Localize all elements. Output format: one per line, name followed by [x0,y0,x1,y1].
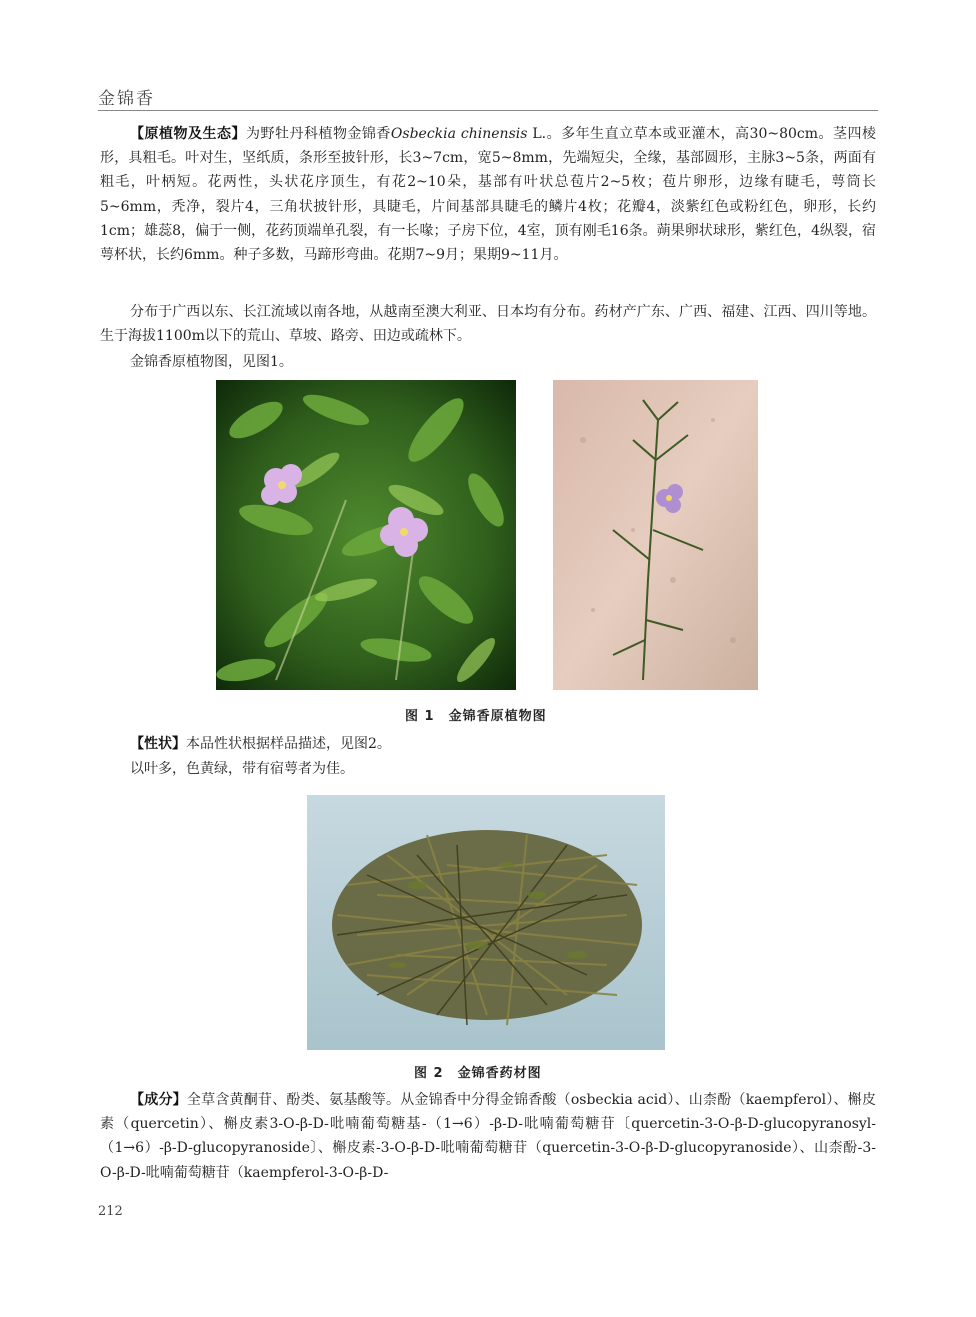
running-head: 金锦香 [98,89,155,109]
fig1-reference-text: 金锦香原植物图，见图1。 [130,354,293,370]
plant-photo-left [216,380,516,690]
constituents-label: 【成分】 [130,1092,187,1108]
plant-photo-right [553,380,758,690]
scientific-name: Osbeckia chinensis [390,126,528,142]
header-rule [98,110,878,111]
herb-photo-image [307,795,665,1050]
ecology-text-before: 为野牡丹科植物金锦香 [245,126,391,142]
page-number: 212 [98,1204,123,1219]
distribution-text: 分布于广西以东、长江流域以南各地，从越南至澳大利亚、日本均有分布。药材产广东、广西、福建、江西、四川等地。生于海拔1100m以下的荒山、草坡、路旁、田边或疏林下。 [100,304,876,345]
figure-2-caption: 图 2 金锦香药材图 [414,1066,542,1081]
plant-photo-left-image [216,380,516,690]
quality-text: 以叶多，色黄绿，带有宿萼者为佳。 [130,761,354,777]
plant-photo-right-image [553,380,758,690]
distribution-paragraph [100,300,876,348]
herb-photo [307,795,665,1050]
figure-1-caption: 图 1 金锦香原植物图 [405,709,547,724]
properties-paragraph [100,732,876,756]
ecology-text-after: L.。多年生直立草本或亚灌木，高30~80cm。茎四棱形，具粗毛。叶对生，坚纸质，条形至披针形，长3~7cm，宽5~8mm，先端短尖，全缘，基部圆形，主脉3~5条，两面有粗毛，叶柄短。花两性，头状花序顶生，有花2~10朵，基部有叶状总苞片2~5枚；苞片卵形，边缘有睫毛，萼筒长5~6mm，秃净，裂片4，三角状披针形，具睫毛，片间基部具睫毛的鳞片4枚；花瓣4，淡紫红色或粉红色，卵形，长约1cm；雄蕊8，偏于一侧，花药顶端单孔裂，有一长喙；子房下位，4室，顶有刚毛16条。蒴果卵状球形，紫红色，4纵裂，宿萼杯状，长约6mm。种子多数，马蹄形弯曲。花期7~9月；果期9~11月。 [100,126,877,264]
constituents-paragraph [100,1088,876,1185]
ecology-label: 【原植物及生态】 [130,126,246,142]
constituents-text: 全草含黄酮苷、酚类、氨基酸等。从金锦香中分得金锦香酸（osbeckia acid）、山柰酚（kaempferol）、槲皮素（quercetin）、槲皮素3-O-β-D-吡喃葡萄糖基-（1→6）-β-D-吡喃葡萄糖苷〔quercetin-3-O-β-D-glucopyranosyl-（1→6）-β-D-glucopyranoside〕、槲皮素-3-O-β-D-吡喃葡萄糖苷（quercetin-3-O-β-D-glucopyranoside）、山柰酚-3-O-β-D-吡喃葡萄糖苷（kaempferol-3-O-β-D- [100,1092,876,1181]
properties-text: 本品性状根据样品描述，见图2。 [186,736,391,752]
quality-paragraph [100,757,876,781]
fig1-reference [100,350,876,374]
ecology-paragraph [100,122,876,267]
properties-label: 【性状】 [130,736,186,752]
